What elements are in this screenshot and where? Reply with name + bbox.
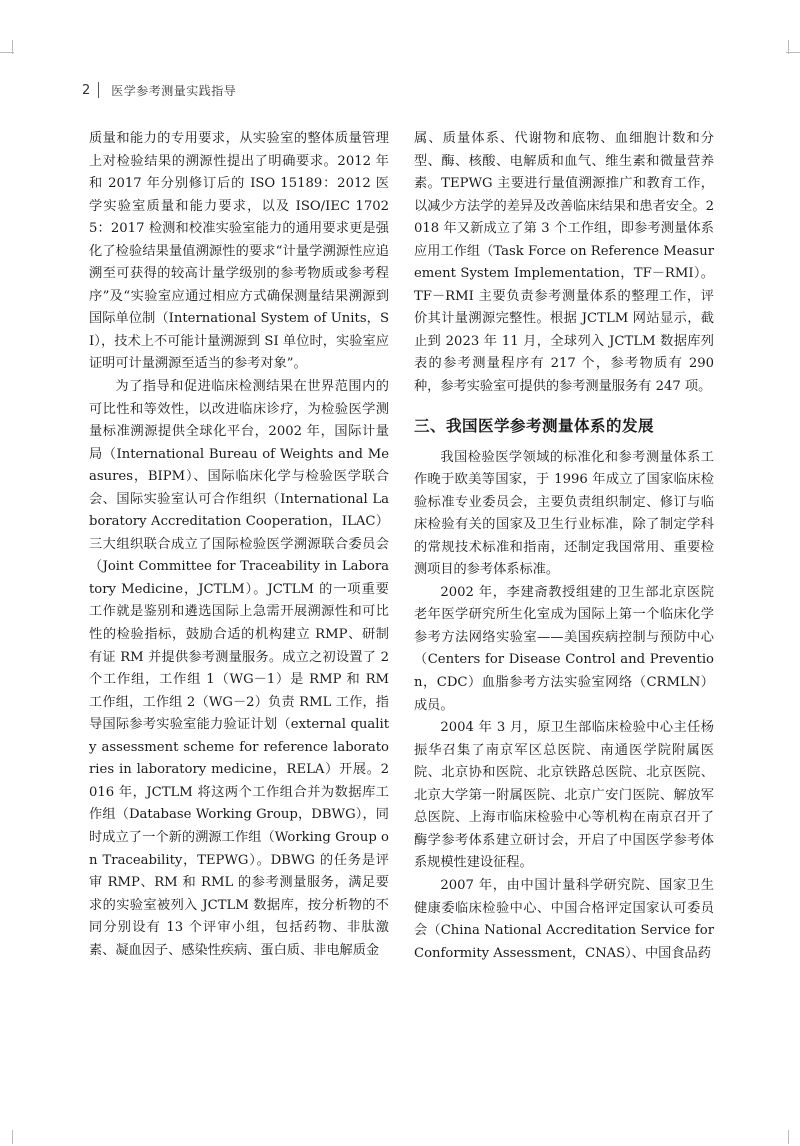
right-paragraph-1: 属、质量体系、代谢物和底物、血细胞计数和分型、酶、核酸、电解质和血气、维生素和微量营养素。TEPWG 主要进行量值溯源推广和教育工作，以减少方法学的差异及改善临床结果和患者安全。2018 年又新成立了第 3 个工作组，即参考测量体系应用工作组（Task Force on Reference Measurement System Implementation，TF－RMI）。TF－RMI 主要负责参考测量体系的整理工作，评价其计量溯源完整性。根据 JCTLM 网站显示，截止到 2023 年 11 月，全球列入 JCTLM 数据库列表的参考测量程序有 217 个，参考物质有 290 种，参考实验室可提供的参考测量服务有 247 项。 [414, 131, 714, 395]
right-paragraph-5: 2007 年，由中国计量科学研究院、国家卫生健康委临床检验中心、中国合格评定国家认可委员会（China National Accreditation Service for Conformity Assessment，CNAS）、中国食品药 [414, 877, 714, 961]
right-paragraph-2: 我国检验医学领域的标准化和参考测量体系工作晚于欧美等国家，于 1996 年成立了国家临床检验标准专业委员会，主要负责组织制定、修订与临床检验有关的国家及卫生行业标准，除了制定学科的常规技术标准和指南，还制定我国常用、重要检测项目的参考体系标准。 [414, 449, 714, 578]
crop-mark-top-right-h [786, 52, 800, 53]
header-divider [98, 82, 99, 98]
right-column [414, 128, 714, 965]
right-paragraph-4: 2004 年 3 月，原卫生部临床检验中心主任杨振华召集了南京军区总医院、南通医学院附属医院、北京协和医院、北京铁路总医院、北京医院、北京大学第一附属医院、北京广安门医院、解放军总医院、上海市临床检验中心等机构在南京召开了酶学参考体系建立研讨会，开启了中国医学参考体系规模性建设征程。 [414, 720, 714, 871]
page-number: 2 [82, 82, 91, 98]
running-header [82, 78, 236, 102]
crop-mark-bottom-right [788, 1130, 789, 1144]
crop-mark-bottom-left [12, 1130, 13, 1144]
left-column [89, 128, 389, 962]
left-paragraph-2: 为了指导和促进临床检测结果在世界范围内的可比性和等效性，以改进临床诊疗，为检验医学测量标准溯源提供全球化平台，2002 年，国际计量局（International Bureau of Weights and Measures，BIPM）、国际临床化学与检验医学联合会、国际实验室认可合作组织（International Laboratory Accreditation Cooperation，ILAC）三大组织联合成立了国际检验医学溯源联合委员会（Joint Committee for Traceability in Laboratory Medicine，JCTLM）。JCTLM 的一项重要工作就是鉴别和遴选国际上急需开展溯源性和可比性的检验指标，鼓励合适的机构建立 RMP、研制有证 RM 并提供参考测量服务。成立之初设置了 2 个工作组，工作组 1（WG－1）是 RMP 和 RM 工作组，工作组 2（WG－2）负责 RML 工作，指导国际参考实验室能力验证计划（external quality assessment scheme for reference laboratories in laboratory medicine，RELA）开展。2016 年，JCTLM 将这两个工作组合并为数据库工作组（Database Working Group，DBWG），同时成立了一个新的溯源工作组（Working Group on Traceability，TEPWG）。DBWG 的任务是评审 RMP、RM 和 RML 的参考测量服务，满足要求的实验室被列入 JCTLM 数据库，按分析物的不同分别设有 13 个评审小组，包括药物、非肽激素、凝血因子、感染性疾病、蛋白质、非电解质金 [89, 379, 389, 958]
right-paragraph-3: 2002 年，李建斋教授组建的卫生部北京医院老年医学研究所生化室成为国际上第一个临床化学参考方法网络实验室——美国疾病控制与预防中心（Centers for Disease Control and Prevention，CDC）血脂参考方法实验室网络（CRMLN）成员。 [414, 584, 714, 713]
crop-mark-top-left-h [0, 52, 14, 53]
running-title: 医学参考测量实践指导 [111, 83, 237, 98]
left-paragraph-1: 质量和能力的专用要求，从实验室的整体质量管理上对检验结果的溯源性提出了明确要求。2012 年和 2017 年分别修订后的 ISO 15189：2012 医学实验室质量和能力要求，以及 ISO/IEC 17025：2017 检测和校准实验室能力的通用要求更是强化了检验结果量值溯源性的要求“计量学溯源性应追溯至可获得的较高计量学级别的参考物质或参考程序”及“实验室应通过相应方式确保测量结果溯源到国际单位制（International System of Units，SI），技术上不可能计量溯源到 SI 单位时，实验室应证明可计量溯源至适当的参考对象”。 [89, 131, 389, 372]
section-heading: 三、我国医学参考测量体系的发展 [414, 416, 655, 435]
